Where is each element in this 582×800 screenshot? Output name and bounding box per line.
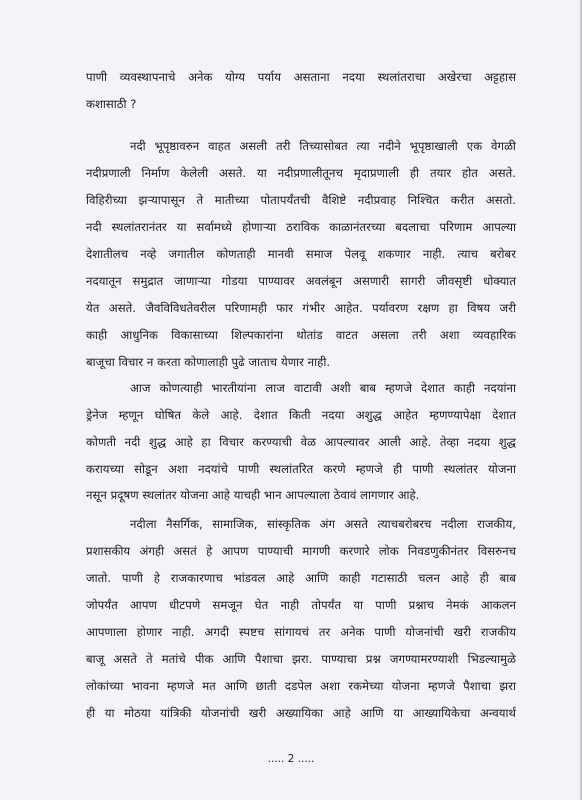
text-line: ही या मोठया यांत्रिकी योजनांची खरी अख्यायिका आहे आणि या आख्यायिकेचा अन्वयार्थ — [86, 706, 516, 720]
text-line: नदीप्रणाली निर्माण केलेली असते. या नदीप्रणालीतूनच मृदाप्रणाली ही तयार होत असते. — [86, 166, 516, 180]
text-line: कशासाठी ? — [86, 97, 137, 111]
text-line: कोणती नदी शुद्ध आहे हा विचार करण्याची वेळ आपल्यावर आली आहे. तेव्हा नदया शुद्ध — [86, 435, 516, 449]
text-line: बाजूचा विचार न करता कोणालाही पुढे जाताच येणार नाही. — [86, 355, 331, 369]
text-line: विहिरीच्या झऱ्यापासून ते मातीच्या पोतापर्यंतची वैशिष्टे नदीप्रवाह निश्चित करीत असतो. — [86, 193, 516, 207]
text-line: जातो. पाणी हे राजकारणाच भांडवल आहे आणि काही गटासाठी चलन आहे ही बाब — [86, 571, 516, 585]
text-line: देशातीलच नव्हे जगातील कोणताही मानवी समाज पेलवू शकणार नाही. त्याच बरोबर — [86, 247, 516, 261]
text-line: आज कोणत्याही भारतीयांना लाज वाटावी अशी बाब म्हणजे देशात काही नदयांना — [130, 381, 516, 395]
text-line: बाजू असते ते मतांचे पीक आणि पैशाचा झरा. पाण्याचा प्रश्न जगण्यामरण्याशी भिडल्यामुळे — [86, 652, 516, 666]
page-number: ..... 2 ..... — [267, 753, 315, 765]
text-line: येत असते. जैवविविधतेवरील परिणामही फार गंभीर आहेत. पर्यावरण रक्षण हा विषय जरी — [86, 301, 516, 315]
text-line: जोपर्यंत आपण धीटपणे समजून घेत नाही तोपर्यंत या पाणी प्रश्नाच नेमकं आकलन — [86, 598, 516, 612]
text-line: करायच्या सोडून अशा नदयांचे पाणी स्थलांतरित करणे म्हणजे ही पाणी स्थलांतर योजना — [86, 462, 516, 476]
text-line: ड्रेनेज म्हणून घोषित केले आहे. देशात किती नदया अशुद्ध आहेत म्हणण्यापेक्षा देशात — [86, 408, 516, 422]
text-line: नसून प्रदूषण स्थलांतर योजना आहे याचही भान आपल्याला ठेवावं लागणार आहे. — [86, 488, 420, 502]
text-line: काही आधुनिक विकासाच्या शिल्पकारांना थोतांड वाटत असला तरी अशा व्यवहारिक — [86, 328, 516, 342]
text-line: नदी स्थलांतरानंतर या सर्वामध्ये होणाऱ्या ठराविक काळानंतरच्या बदलाचा परिणाम आपल्या — [86, 220, 516, 234]
text-line: प्रशासकीय अंगही असतं हे आपण पाण्याची मागणी करणारे लोक निवडणुकीनंतर विसरुनच — [86, 544, 516, 558]
text-line: नदीला नैसर्गिक, सामाजिक, सांस्कृतिक अंग असते त्याचबरोबरच नदीला राजकीय, — [130, 517, 516, 531]
text-line: पाणी व्यवस्थापनाचे अनेक योग्य पर्याय असताना नदया स्थलांतराचा अखेरचा अट्टहास — [86, 70, 516, 84]
text-line: आपणाला होणार नाही. अगदी स्पष्टच सांगायचं तर अनेक पाणी योजनांची खरी राजकीय — [86, 625, 516, 639]
text-line: लोकांच्या भावना म्हणजे मत आणि छाती दडपेल अशा रकमेच्या योजना म्हणजे पैशाचा झरा — [86, 679, 516, 693]
text-line: नदयातून समुद्रात जाणाऱ्या गोडया पाण्यावर अवलंबून असणारी सागरी जीवसृष्टी धोक्यात — [86, 274, 516, 288]
text-line: नदी भूपृष्ठावरुन वाहत असली तरी तिच्यासोबत त्या नदीने भूपृष्ठाखाली एक वेगळी — [130, 139, 516, 153]
